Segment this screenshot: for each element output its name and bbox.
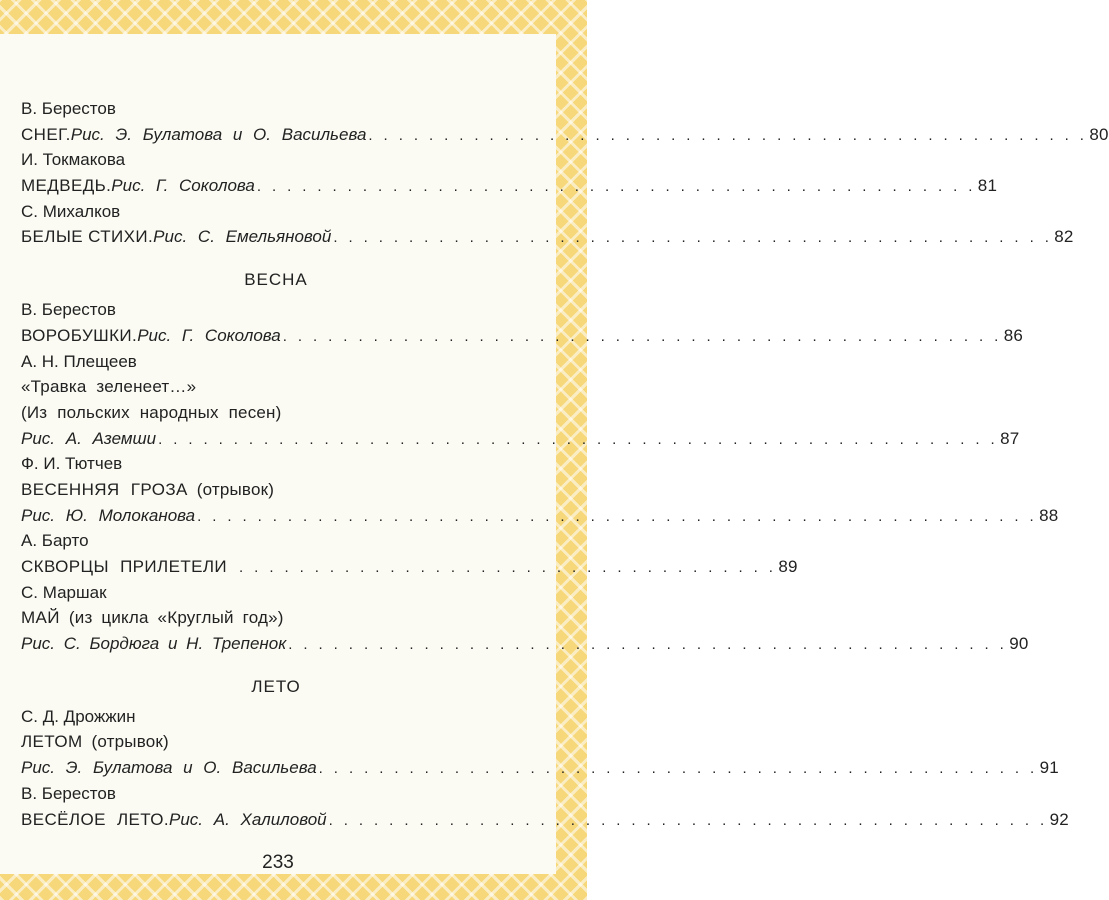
toc-subtitle-line <box>21 400 531 426</box>
toc-entry[interactable] <box>21 426 1020 452</box>
leader-dots: . . . . . . . . . . . . . . . . . . . . . . . . . . . . . . . . . . . . <box>239 559 777 576</box>
toc-page: 80 <box>1089 124 1109 144</box>
leader-dots: . . . . . . . . . . . . . . . . . . . . . . . . . . . . . . . . . . . . . . . . . . . . . . . . <box>318 760 1038 778</box>
leader-dots: . . . . . . . . . . . . . . . . . . . . . . . . . . . . . . . . . . . . . . . . . . . . . . . . <box>368 126 1088 144</box>
toc-subtitle: (Из польских народных песен) <box>21 402 282 422</box>
toc-title: ВЕСЁЛОЕ ЛЕТО. <box>21 809 170 829</box>
toc-subtitle: (отрывок) <box>91 732 169 752</box>
toc-title: ЛЕТОМ <box>21 732 83 752</box>
leader-dots: . . . . . . . . . . . . . . . . . . . . . . . . . . . . . . . . . . . . . . . . . . . . . . . . <box>328 811 1048 829</box>
toc-author: В. Берестов <box>21 783 116 803</box>
toc-author: А. Барто <box>21 531 89 551</box>
toc-entry[interactable] <box>21 631 1029 657</box>
leader-dots: . . . . . . . . . . . . . . . . . . . . . . . . . . . . . . . . . . . . . . . . . . . . . . . . <box>256 178 976 196</box>
toc-title: ВЕСЕННЯЯ ГРОЗА <box>21 479 188 499</box>
toc-title: СКВОРЦЫ ПРИЛЕТЕЛИ <box>21 557 228 576</box>
toc-title-line <box>21 605 531 631</box>
section-heading-spring: ВЕСНА <box>244 270 308 290</box>
leader-dots: . . . . . . . . . . . . . . . . . . . . . . . . . . . . . . . . . . . . . . . . . . . . . . . . <box>288 636 1008 654</box>
toc-title: СНЕГ. <box>21 124 71 144</box>
toc-entry[interactable] <box>21 807 1069 833</box>
toc-page: 86 <box>1003 325 1023 345</box>
toc-author: А. Н. Плещеев <box>21 351 137 371</box>
toc-entry[interactable] <box>21 224 1074 250</box>
toc-page: 89 <box>778 557 798 576</box>
toc-illustrator: Рис. А. Аземши <box>21 428 157 448</box>
toc-subtitle: (отрывок) <box>196 479 275 499</box>
toc-author: С. Маршак <box>21 582 107 602</box>
toc-illustrator: Рис. Г. Соколова <box>111 176 255 196</box>
toc-title-line <box>21 374 531 400</box>
toc-entry[interactable] <box>21 755 1059 781</box>
toc-page: 81 <box>977 176 998 196</box>
page-sheet <box>0 34 1109 874</box>
toc-page: 87 <box>1000 428 1020 448</box>
section-heading-summer: ЛЕТО <box>251 676 301 696</box>
toc-illustrator: Рис. С. Бордюга и Н. Трепенок <box>21 634 287 654</box>
toc-illustrator: Рис. Э. Булатова и О. Васильева <box>70 124 367 144</box>
toc-author: Ф. И. Тютчев <box>21 454 123 474</box>
toc-illustrator: Рис. Г. Соколова <box>137 325 281 345</box>
toc-subtitle: (из цикла «Круглый год») <box>68 608 284 628</box>
toc-page: 91 <box>1039 758 1059 778</box>
leader-dots: . . . . . . . . . . . . . . . . . . . . . . . . . . . . . . . . . . . . . . . . . . . . . . . . . . . . . . . . <box>197 507 1038 525</box>
leader-dots: . . . . . . . . . . . . . . . . . . . . . . . . . . . . . . . . . . . . . . . . . . . . . . . . <box>282 327 1002 345</box>
toc-author: В. Берестов <box>21 99 116 118</box>
toc-title-line <box>21 729 531 755</box>
toc-page: 88 <box>1039 505 1059 525</box>
table-of-contents <box>21 96 1109 832</box>
toc-entry[interactable] <box>21 173 998 199</box>
toc-entry[interactable] <box>21 323 1023 349</box>
toc-title: МАЙ <box>21 608 60 628</box>
leader-dots: . . . . . . . . . . . . . . . . . . . . . . . . . . . . . . . . . . . . . . . . . . . . . . . . . . . . . . . . <box>158 430 999 448</box>
toc-title: «Травка зеленеет…» <box>21 377 197 397</box>
toc-entry[interactable] <box>21 554 798 580</box>
toc-illustrator: Рис. Ю. Молоканова <box>21 505 196 525</box>
leader-dots: . . . . . . . . . . . . . . . . . . . . . . . . . . . . . . . . . . . . . . . . . . . . . . . . <box>333 229 1053 247</box>
toc-page: 82 <box>1054 227 1074 247</box>
toc-author: В. Берестов <box>21 300 116 320</box>
toc-author: С. Д. Дрожжин <box>21 706 136 726</box>
toc-author: С. Михалков <box>21 201 121 221</box>
page-number: 233 <box>262 852 294 873</box>
toc-page: 90 <box>1009 634 1029 654</box>
toc-title: МЕДВЕДЬ. <box>21 176 112 196</box>
toc-entry[interactable] <box>21 122 1109 148</box>
toc-title-line <box>21 477 531 503</box>
toc-illustrator: Рис. Э. Булатова и О. Васильева <box>21 758 317 778</box>
toc-illustrator: Рис. С. Емельяновой <box>153 227 332 247</box>
toc-entry[interactable] <box>21 503 1059 529</box>
toc-author: И. Токмакова <box>21 150 126 170</box>
toc-page: 92 <box>1049 809 1069 829</box>
toc-title: БЕЛЫЕ СТИХИ. <box>21 227 154 247</box>
toc-illustrator: Рис. А. Халиловой <box>169 809 327 829</box>
toc-title: ВОРОБУШКИ. <box>21 325 138 345</box>
